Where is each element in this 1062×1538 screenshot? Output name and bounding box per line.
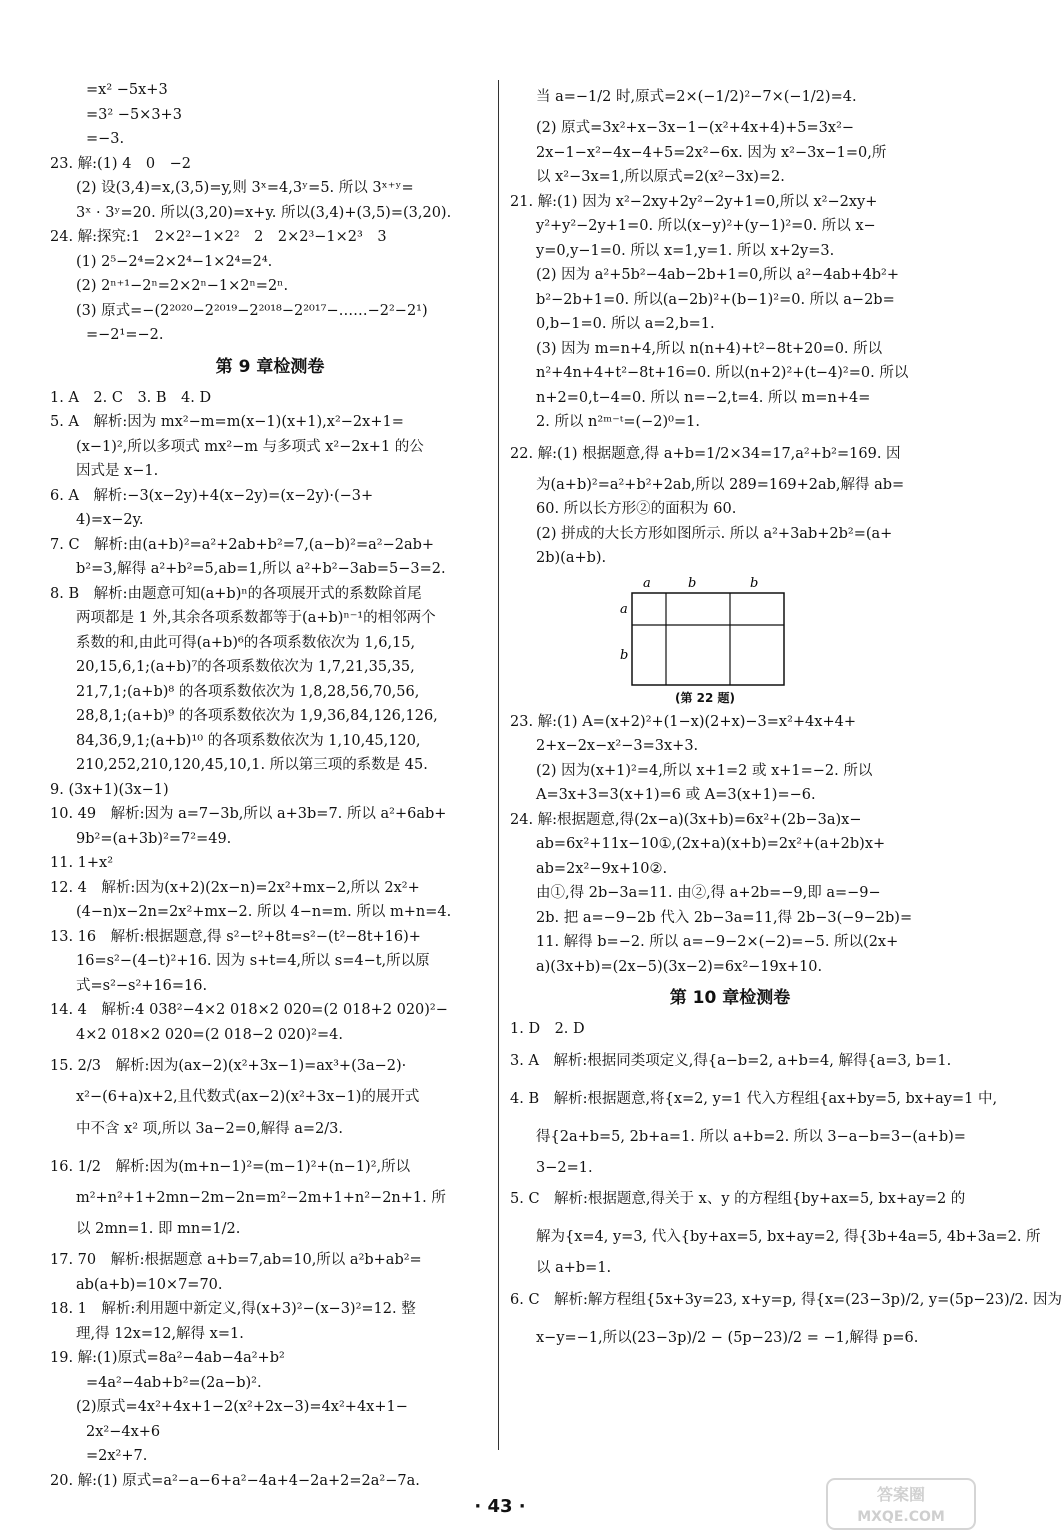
svg-text:答案圈: 答案圈	[876, 1485, 926, 1504]
text-line: 7. C 解析:由(a+b)²=a²+2ab+b²=7,(a−b)²=a²−2ab+	[50, 536, 435, 553]
text-line: 为(a+b)²=a²+b²+2ab,所以 289=169+2ab,解得 ab=	[536, 476, 905, 493]
text-line: 2x−1−x²−4x−4+5=2x²−6x. 因为 x²−3x−1=0,所	[536, 144, 887, 161]
text-line: 24. 解:根据题意,得(2x−a)(3x+b)=6x²+(2b−3a)x−	[510, 811, 862, 828]
page-number: · 43 ·	[474, 1496, 526, 1517]
figure-caption: (第 22 题)	[674, 690, 736, 705]
text-line: 当 a=−1/2 时,原式=2×(−1/2)²−7×(−1/2)=4.	[536, 89, 857, 105]
text-line: (2)原式=4x²+4x+1−2(x²+2x−3)=4x²+4x+1−	[76, 1399, 408, 1415]
text-line: 3−2=1.	[536, 1159, 593, 1176]
text-line: ab=2x²−9x+10②.	[536, 860, 668, 877]
text-line: 以 a+b=1.	[536, 1260, 612, 1276]
text-line: 式=s²−s²+16=16.	[76, 977, 208, 994]
outer-rectangle	[632, 593, 784, 685]
text-line: m²+n²+1+2mn−2m−2n=m²−2m+1+n²−2n+1. 所	[76, 1189, 446, 1206]
text-line: 60. 所以长方形②的面积为 60.	[536, 501, 737, 517]
figure-22	[620, 575, 790, 706]
text-line: 由①,得 2b−3a=11. 由②,得 a+2b=−9,即 a=−9−	[536, 885, 881, 901]
text-line: A=3x+3=3(x+1)=6 或 A=3(x+1)=−6.	[536, 787, 816, 803]
text-line: (2) 因为(x+1)²=4,所以 x+1=2 或 x+1=−2. 所以	[536, 762, 873, 779]
text-line: 21,7,1;(a+b)⁸ 的各项系数依次为 1,8,28,56,70,56,	[76, 683, 420, 700]
text-line: b²−2b+1=0. 所以(a−2b)²+(b−1)²=0. 所以 a−2b=	[536, 291, 895, 308]
text-line: 28,8,1;(a+b)⁹ 的各项系数依次为 1,9,36,84,126,126,	[76, 708, 438, 724]
label-top-a: a	[643, 575, 651, 591]
text-line: (2) 因为 a²+5b²−4ab−2b+1=0,所以 a²−4ab+4b²+	[536, 267, 899, 283]
text-line: 3. A 解析:根据同类项定义,得{a−b=2, a+b=4, 解得{a=3, b=1.	[510, 1052, 952, 1069]
text-line: 4. B 解析:根据题意,将{x=2, y=1 代入方程组{ax+by=5, bx+ay=1 中,	[510, 1090, 998, 1107]
text-line: x−y=−1,所以(23−3p)/2 − (5p−23)/2 = −1,解得 p=6.	[536, 1329, 919, 1346]
text-line: 17. 70 解析:根据题意 a+b=7,ab=10,所以 a²b+ab²=	[50, 1252, 422, 1268]
text-line: 20,15,6,1;(a+b)⁷的各项系数依次为 1,7,21,35,35,	[76, 659, 415, 675]
text-line: 22. 解:(1) 根据题意,得 a+b=1/2×34=17,a²+b²=169. 因	[510, 445, 901, 462]
text-line: 得{2a+b=5, 2b+a=1. 所以 a+b=2. 所以 3−a−b=3−(a+b)=	[536, 1128, 966, 1145]
text-line: (x−1)²,所以多项式 mx²−m 与多项式 x²−2x+1 的公	[76, 438, 424, 455]
text-line: 3ˣ · 3ʸ=20. 所以(3,20)=x+y. 所以(3,4)+(3,5)=(3,20).	[76, 204, 452, 221]
text-line: (2) 2ⁿ⁺¹−2ⁿ=2×2ⁿ−1×2ⁿ=2ⁿ.	[76, 278, 289, 294]
text-line: (2) 设(3,4)=x,(3,5)=y,则 3ˣ=4,3ʸ=5. 所以 3ˣ⁺ʸ=	[76, 180, 414, 196]
section-heading: 第 9 章检测卷	[215, 356, 325, 377]
text-line: 4)=x−2y.	[76, 512, 144, 528]
text-line: 2. 所以 n²ᵐ⁻ᵗ=(−2)⁰=1.	[536, 414, 700, 430]
text-line: 16=s²−(4−t)²+16. 因为 s+t=4,所以 s=4−t,所以原	[76, 953, 430, 969]
text-line: 16. 1/2 解析:因为(m+n−1)²=(m−1)²+(n−1)²,所以	[50, 1158, 411, 1175]
text-line: 6. A 解析:−3(x−2y)+4(x−2y)=(x−2y)·(−3+	[50, 487, 374, 504]
text-line: 1. D 2. D	[510, 1021, 585, 1037]
text-line: 5. A 解析:因为 mx²−m=m(x−1)(x+1),x²−2x+1=	[50, 414, 404, 430]
text-line: (2) 拼成的大长方形如图所示. 所以 a²+3ab+2b²=(a+	[536, 525, 893, 542]
text-line: 5. C 解析:根据题意,得关于 x、y 的方程组{by+ax=5, bx+ay=2 的	[510, 1191, 966, 1207]
text-line: (1) 2⁵−2⁴=2×2⁴−1×2⁴=2⁴.	[76, 253, 273, 270]
text-line: 18. 1 解析:利用题中新定义,得(x+3)²−(x−3)²=12. 整	[50, 1301, 416, 1317]
text-line: (2) 原式=3x²+x−3x−1−(x²+4x+4)+5=3x²−	[536, 120, 855, 136]
text-line: 以 x²−3x=1,所以原式=2(x²−3x)=2.	[536, 169, 785, 185]
text-line: 0,b−1=0. 所以 a=2,b=1.	[536, 316, 715, 332]
rectangle-diagram	[620, 575, 790, 687]
text-line: 8. B 解析:由题意可知(a+b)ⁿ的各项展开式的系数除首尾	[50, 585, 422, 602]
text-line: 23. 解:(1) 4 0 −2	[50, 155, 192, 172]
text-line: x²−(6+a)x+2,且代数式(ax−2)(x²+3x−1)的展开式	[76, 1089, 420, 1105]
text-line: 因式是 x−1.	[76, 463, 159, 479]
section-heading: 第 10 章检测卷	[669, 988, 791, 1008]
column-divider	[498, 80, 499, 1450]
text-line: 2b)(a+b).	[536, 550, 607, 566]
text-line: 24. 解:探究:1 2×2²−1×2² 2 2×2³−1×2³ 3	[50, 229, 387, 245]
text-line: (3) 原式=−(2²⁰²⁰−2²⁰¹⁹−2²⁰¹⁸−2²⁰¹⁷−……−2²−2¹)	[76, 302, 428, 319]
text-line: 2+x−2x−x²−3=3x+3.	[536, 738, 699, 754]
text-line: 15. 2/3 解析:因为(ax−2)(x²+3x−1)=ax³+(3a−2)·	[50, 1058, 407, 1074]
text-line: 1. A 2. C 3. B 4. D	[50, 389, 212, 406]
text-line: 9. (3x+1)(3x−1)	[50, 781, 169, 798]
text-line: =−2¹=−2.	[86, 327, 164, 343]
text-line: n²+4n+4+t²−8t+16=0. 所以(n+2)²+(t−4)²=0. 所以	[536, 365, 909, 381]
text-line: 12. 4 解析:因为(x+2)(2x−n)=2x²+mx−2,所以 2x²+	[50, 879, 420, 896]
text-line: 11. 1+x²	[50, 855, 114, 871]
text-line: (4−n)x−2n=2x²+mx−2. 所以 4−n=m. 所以 m+n=4.	[76, 904, 452, 920]
label-top-b1: b	[688, 575, 697, 591]
text-line: =4a²−4ab+b²=(2a−b)².	[86, 1374, 262, 1391]
text-line: ab=6x²+11x−10①,(2x+a)(x+b)=2x²+(a+2b)x+	[536, 836, 886, 852]
text-line: 4×2 018×2 020=(2 018−2 020)²=4.	[76, 1026, 343, 1043]
text-line: 210,252,210,120,45,10,1. 所以第三项的系数是 45.	[76, 757, 428, 773]
text-line: 两项都是 1 外,其余各项系数都等于(a+b)ⁿ⁻¹的相邻两个	[76, 610, 436, 626]
text-line: 11. 解得 b=−2. 所以 a=−9−2×(−2)=−5. 所以(2x+	[536, 934, 899, 950]
text-line: 9b²=(a+3b)²=7²=49.	[76, 830, 232, 847]
svg-text:MXQE.COM: MXQE.COM	[857, 1509, 945, 1525]
text-line: 84,36,9,1;(a+b)¹⁰ 的各项系数依次为 1,10,45,120,	[76, 732, 421, 749]
text-line: =−3.	[86, 131, 125, 147]
text-line: 20. 解:(1) 原式=a²−a−6+a²−4a+4−2a+2=2a²−7a.	[50, 1472, 420, 1489]
text-line: 理,得 12x=12,解得 x=1.	[76, 1325, 244, 1342]
text-line: b²=3,解得 a²+b²=5,ab=1,所以 a²+b²−3ab=5−3=2.	[76, 561, 446, 577]
right-column	[510, 78, 1062, 1357]
text-line: 21. 解:(1) 因为 x²−2xy+2y²−2y+1=0,所以 x²−2xy+	[510, 193, 878, 210]
text-line: a)(3x+b)=(2x−5)(3x−2)=6x²−19x+10.	[536, 958, 823, 975]
text-line: 23. 解:(1) A=(x+2)²+(1−x)(2+x)−3=x²+4x+4+	[510, 713, 856, 730]
label-side-a: a	[620, 601, 628, 617]
text-line: y²+y²−2y+1=0. 所以(x−y)²+(y−1)²=0. 所以 x−	[536, 218, 876, 234]
text-line: =3² −5×3+3	[86, 106, 182, 123]
text-line: =2x²+7.	[86, 1448, 148, 1464]
text-line: 以 2mn=1. 即 mn=1/2.	[76, 1221, 241, 1237]
text-line: 10. 49 解析:因为 a=7−3b,所以 a+3b=7. 所以 a²+6ab+	[50, 806, 447, 822]
text-line: y=0,y−1=0. 所以 x=1,y=1. 所以 x+2y=3.	[536, 242, 835, 259]
text-line: 19. 解:(1)原式=8a²−4ab−4a²+b²	[50, 1350, 285, 1366]
label-top-b2: b	[750, 575, 759, 591]
text-line: 2x²−4x+6	[86, 1423, 161, 1440]
text-line: 14. 4 解析:4 038²−4×2 018×2 020=(2 018+2 020)²−	[50, 1002, 448, 1018]
text-line: 2b. 把 a=−9−2b 代入 2b−3a=11,得 2b−3(−9−2b)=	[536, 909, 913, 926]
text-line: ab(a+b)=10×7=70.	[76, 1276, 223, 1293]
text-line: 系数的和,由此可得(a+b)⁶的各项系数依次为 1,6,15,	[76, 634, 416, 651]
watermark-logo	[826, 1478, 976, 1530]
label-side-b: b	[620, 647, 629, 663]
text-line: 13. 16 解析:根据题意,得 s²−t²+8t=s²−(t²−8t+16)+	[50, 928, 421, 945]
text-line: 中不含 x² 项,所以 3a−2=0,解得 a=2/3.	[76, 1120, 344, 1137]
text-line: 6. C 解析:解方程组{5x+3y=23, x+y=p, 得{x=(23−3p)/2, y=(5p−23)/2. 因为	[510, 1291, 1062, 1308]
left-column	[50, 78, 490, 1493]
text-line: 解为{x=4, y=3, 代入{by+ax=5, bx+ay=2, 得{3b+4a=5, 4b+3a=2. 所	[536, 1229, 1041, 1245]
text-line: (3) 因为 m=n+4,所以 n(n+4)+t²−8t+20=0. 所以	[536, 340, 883, 357]
text-line: n+2=0,t−4=0. 所以 n=−2,t=4. 所以 m=n+4=	[536, 389, 871, 406]
text-line: =x² −5x+3	[86, 82, 168, 98]
